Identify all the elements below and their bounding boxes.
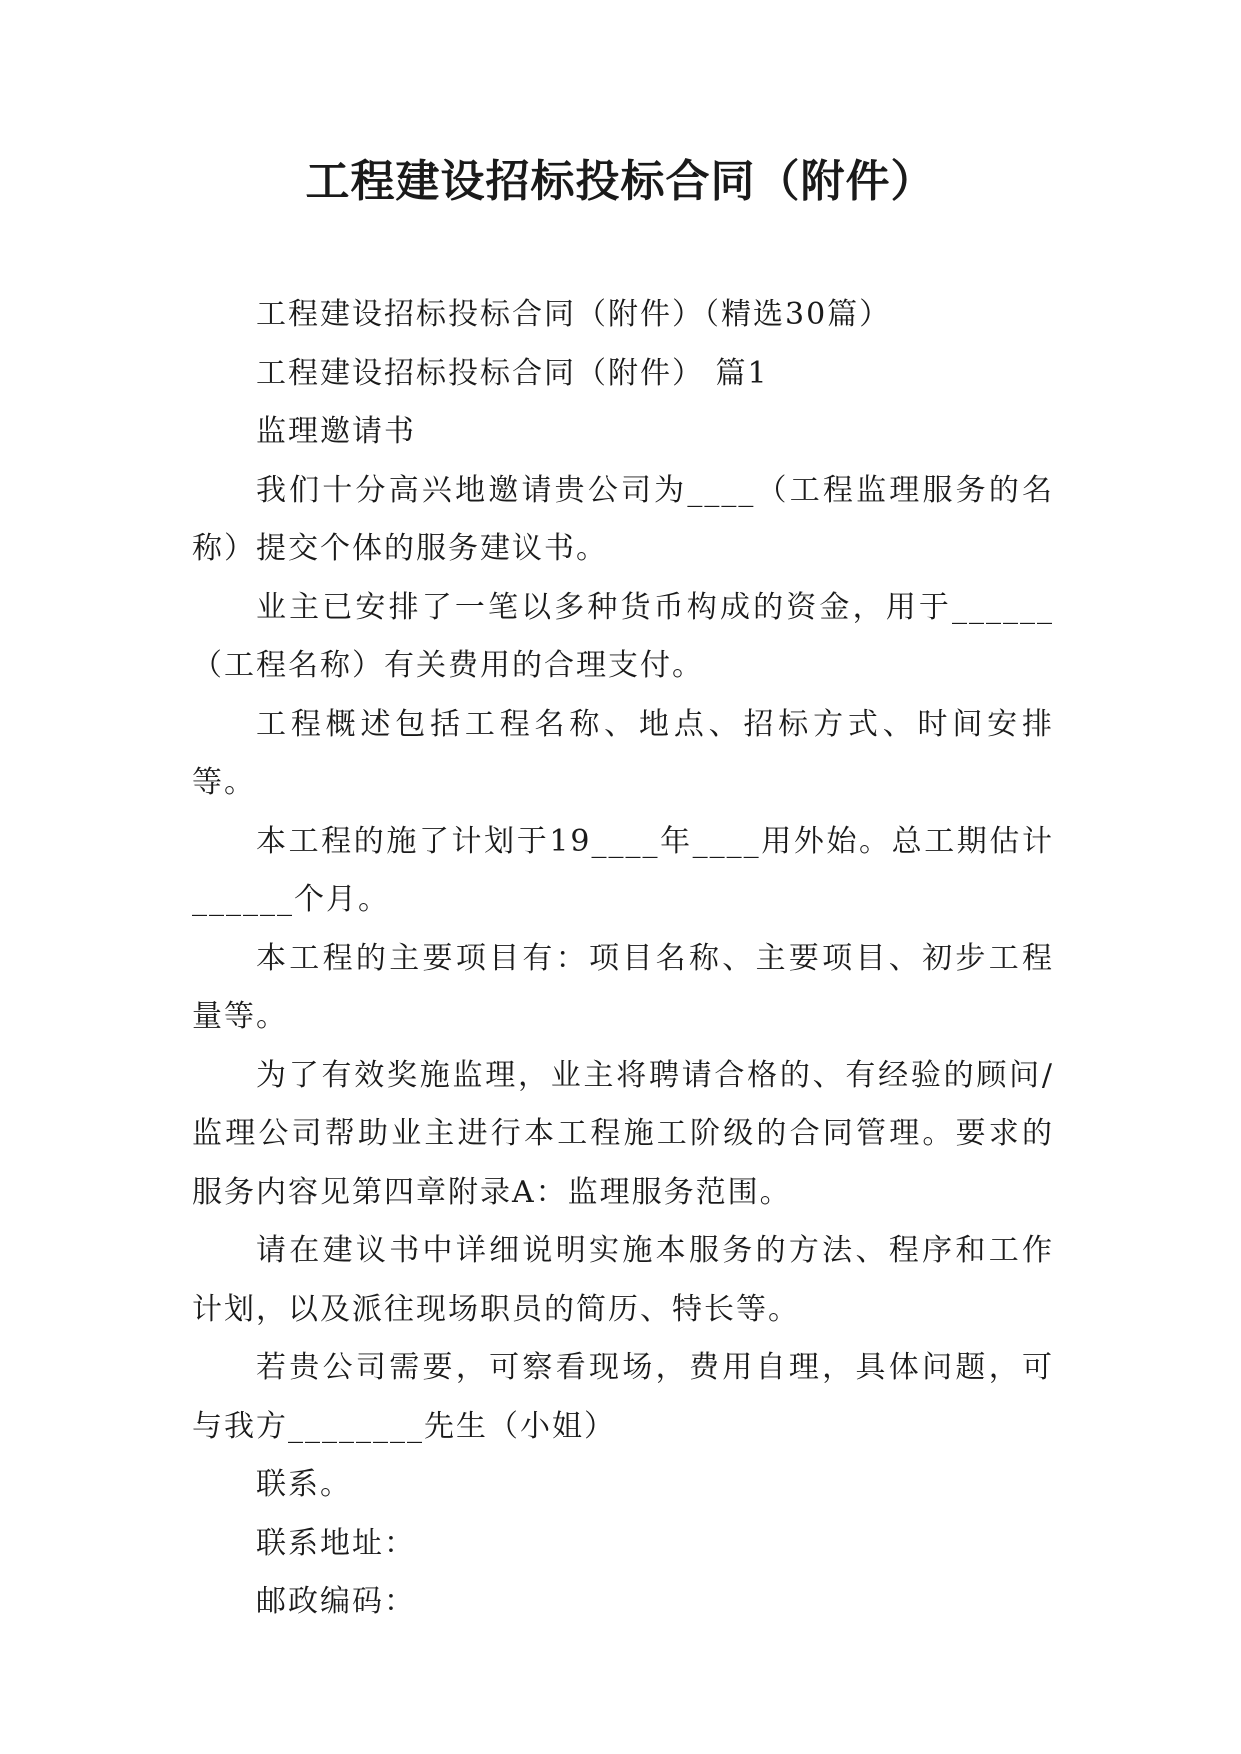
body-paragraph: 联系。 <box>256 1467 352 1502</box>
document-body <box>192 286 1054 1632</box>
document-title: 工程建设招标投标合同（附件） <box>305 156 936 207</box>
section-heading: 工程建设招标投标合同（附件） 篇1 <box>256 355 769 391</box>
body-paragraph: 为了有效奖施监理，业主将聘请合格的、有经验的顾问/监理公司帮助业主进行本工程施工阶级的合同管理。要求的服务内容见第四章附录A：监理服务范围。 <box>192 1057 1054 1210</box>
body-paragraph: 请在建议书中详细说明实施本服务的方法、程序和工作计划，以及派往现场职员的简历、特长等。 <box>192 1233 1054 1327</box>
subtitle-paragraph: 工程建设招标投标合同（附件）（精选30篇） <box>256 297 892 332</box>
body-paragraph: 本工程的施了计划于19____年____用外始。总工期估计______个月。 <box>192 823 1054 917</box>
body-paragraph: 我们十分高兴地邀请贵公司为____（工程监理服务的名称）提交个体的服务建议书。 <box>192 472 1054 566</box>
contact-address-label: 联系地址： <box>256 1525 416 1561</box>
letter-heading: 监理邀请书 <box>256 414 416 449</box>
body-paragraph: 本工程的主要项目有：项目名称、主要项目、初步工程量等。 <box>192 940 1054 1034</box>
body-paragraph: 若贵公司需要，可察看现场，费用自理，具体问题，可与我方________先生（小姐） <box>192 1350 1054 1444</box>
body-paragraph: 业主已安排了一笔以多种货币构成的资金，用于______（工程名称）有关费用的合理支付。 <box>192 589 1054 683</box>
body-paragraph: 工程概述包括工程名称、地点、招标方式、时间安排等。 <box>192 706 1054 800</box>
postal-code-label: 邮政编码： <box>256 1584 416 1619</box>
